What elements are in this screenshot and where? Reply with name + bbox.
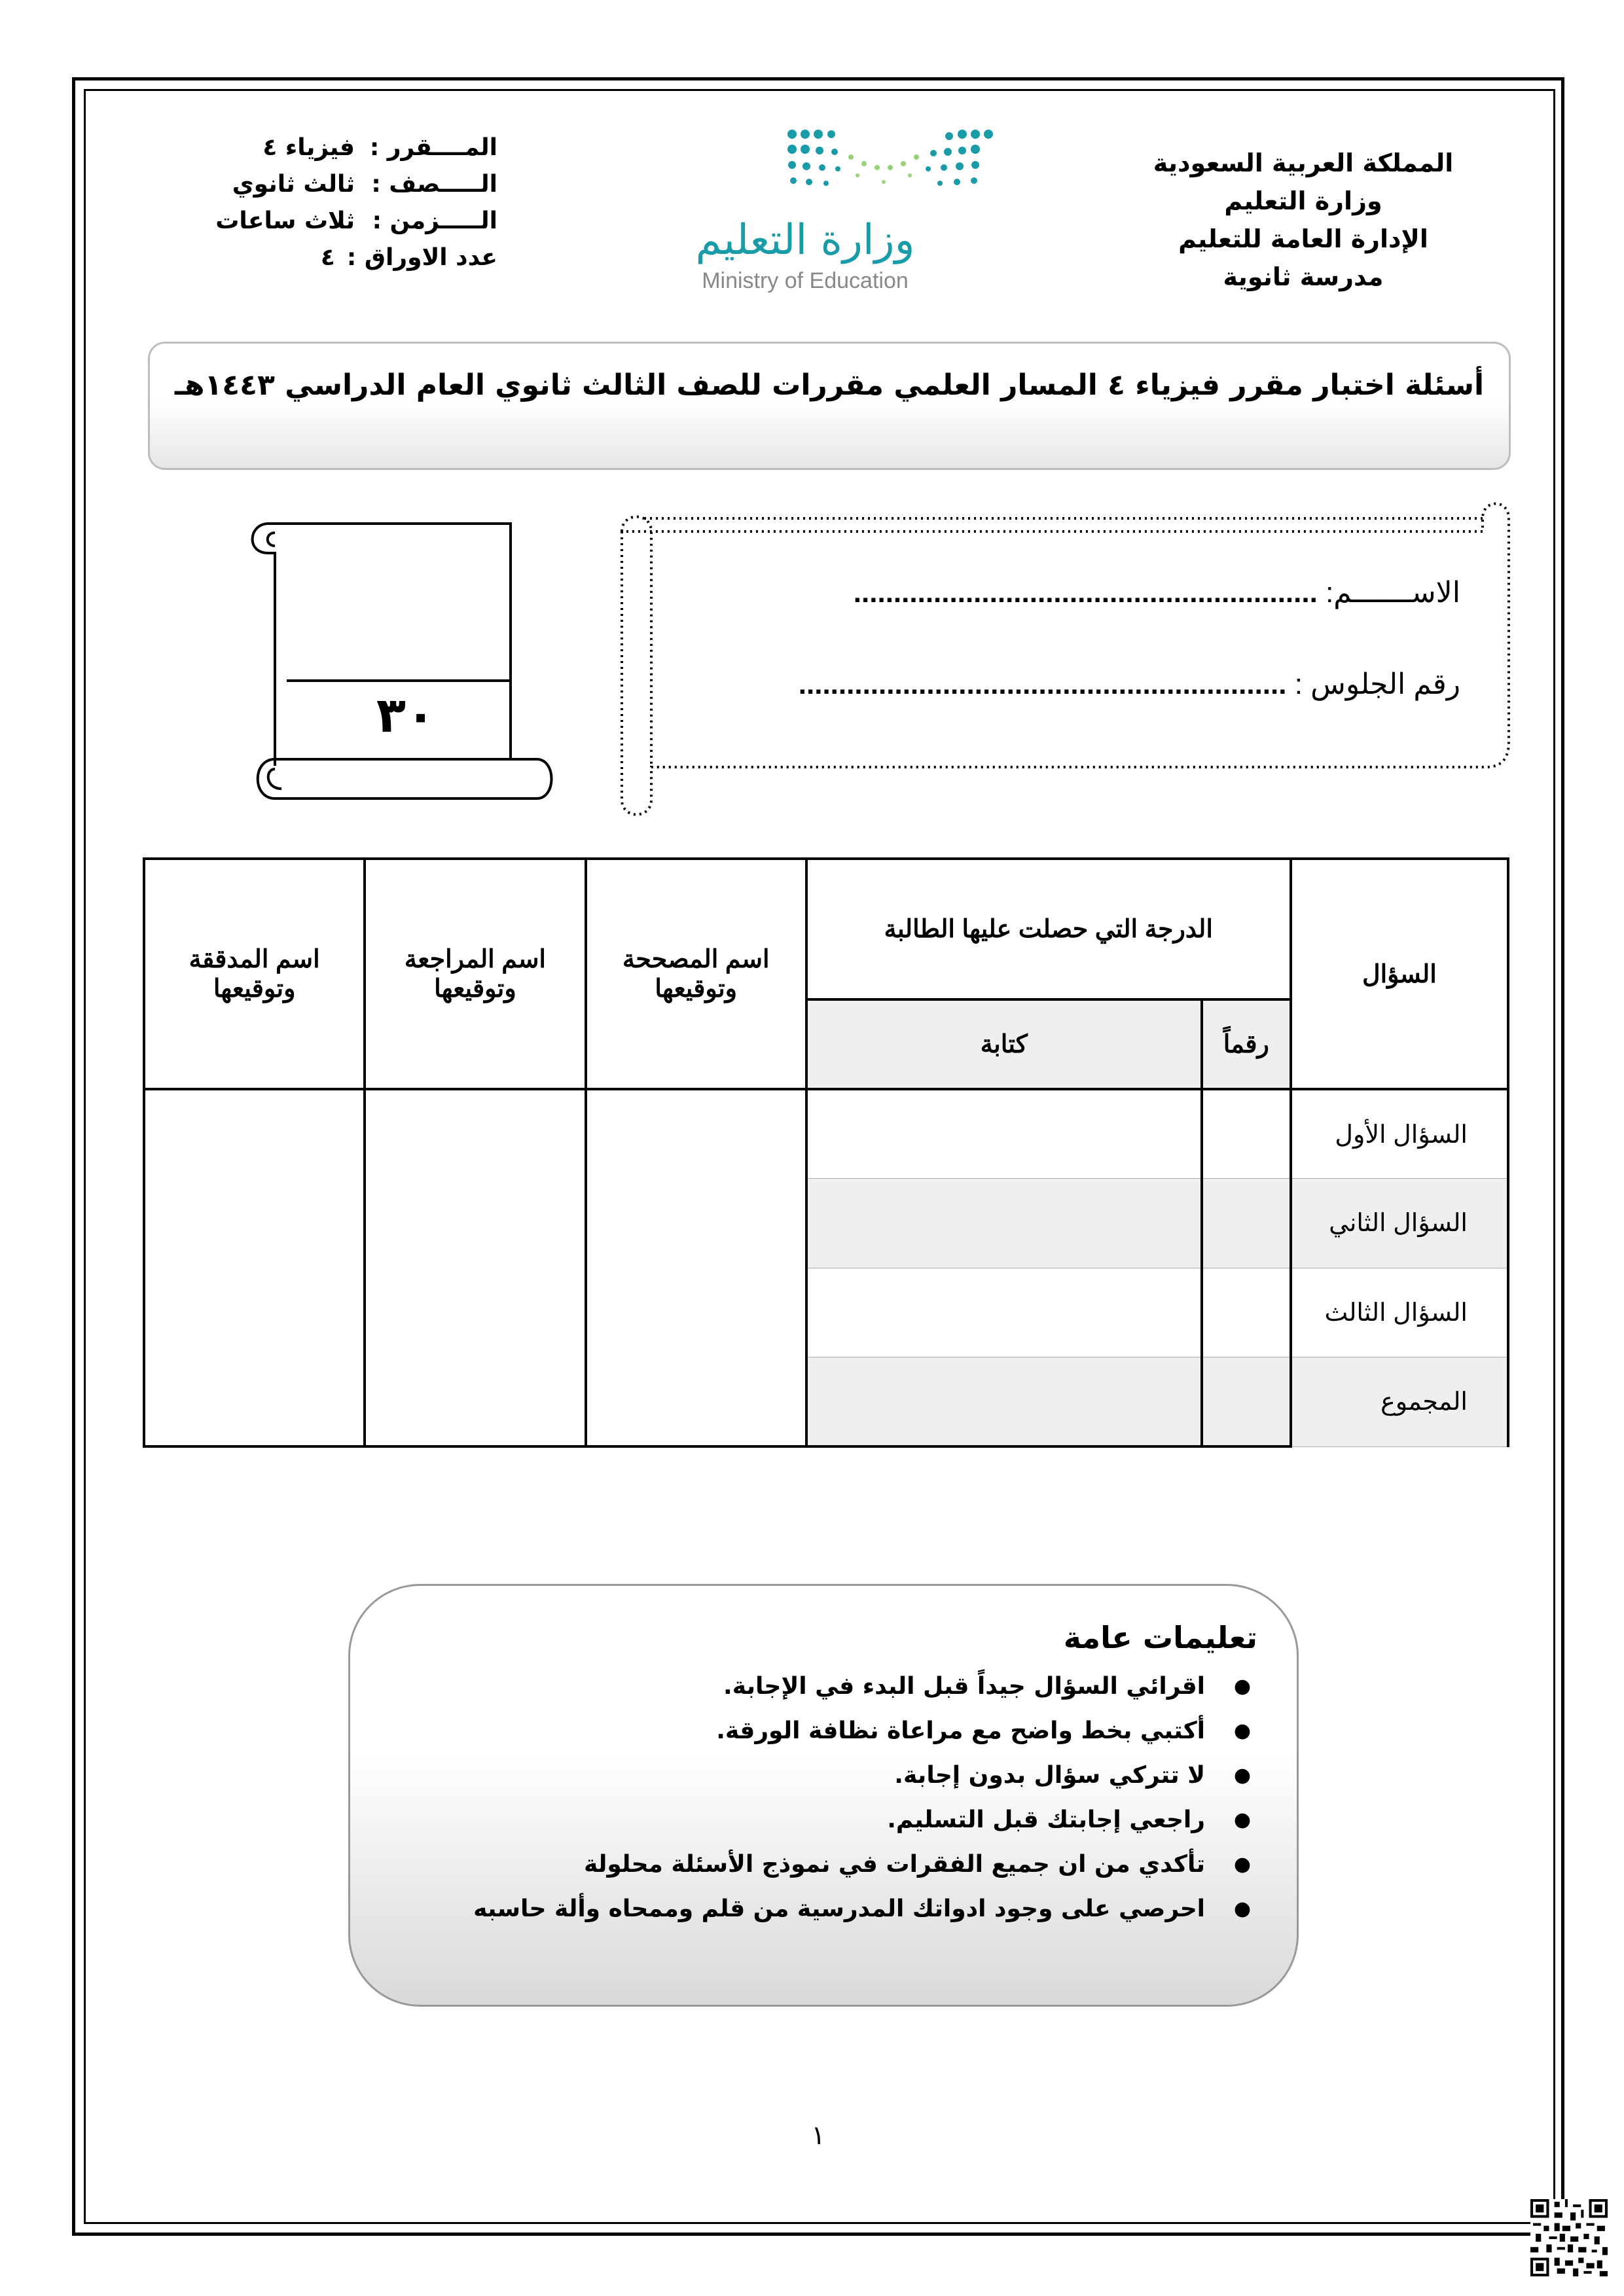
bullet-icon: ● <box>1233 1897 1251 1920</box>
numeric-grade-third[interactable] <box>1202 1268 1291 1357</box>
time-row <box>190 203 497 240</box>
header-right <box>1133 144 1473 296</box>
bullet-icon: ● <box>1233 1719 1251 1742</box>
bullet-icon: ● <box>1233 1808 1251 1831</box>
pages-value: ٤ <box>320 244 335 271</box>
qr-code-icon[interactable] <box>1530 2199 1608 2276</box>
grade-value: ثالث ثانوي <box>232 171 355 198</box>
reviewer-signature[interactable] <box>365 1089 585 1446</box>
numeric-grade-second[interactable] <box>1202 1179 1291 1268</box>
checker-header: اسم المدققة وتوقيعها <box>144 859 365 1089</box>
logo-arabic-text: وزارة التعليم <box>695 216 915 264</box>
school-text: مدرسة ثانوية <box>1223 262 1384 291</box>
question-header: السؤال <box>1291 859 1508 1089</box>
pages-row <box>190 240 497 276</box>
administration-text: الإدارة العامة للتعليم <box>1178 224 1428 253</box>
time-label: الـــــزمن : <box>372 207 497 234</box>
instructions-box <box>348 1584 1299 2007</box>
bullet-icon: ● <box>1233 1675 1251 1698</box>
written-grade-first[interactable] <box>806 1089 1202 1178</box>
seat-number-line[interactable] <box>799 668 1460 701</box>
seat-number-dots: ............................................................. <box>798 668 1287 700</box>
instructions-title: تعليمات عامة <box>1063 1620 1257 1655</box>
numeric-grade-first[interactable] <box>1202 1089 1291 1178</box>
written-grade-total[interactable] <box>806 1357 1202 1447</box>
exam-title: أسئلة اختبار مقرر فيزياء ٤ المسار العلمي مقررات للصف الثالث ثانوي العام الدراسي ١٤٤٣هـ <box>174 368 1485 402</box>
instruction-item: ● اقرائي السؤال جيداً قبل البدء في الإجابة. <box>473 1664 1205 1709</box>
page-number: ١ <box>811 2121 825 2151</box>
numeric-grade-total[interactable] <box>1202 1357 1291 1447</box>
instruction-item: ● تأكدي من ان جميع الفقرات في نموذج الأسئلة محلولة <box>473 1842 1205 1887</box>
checker-signature[interactable] <box>144 1089 365 1446</box>
student-name-label: الاســـــــم: <box>1326 577 1460 609</box>
row-label-total: المجموع <box>1291 1357 1508 1447</box>
exam-title-box <box>148 342 1511 470</box>
grade-row <box>190 166 497 203</box>
pages-label: عدد الاوراق : <box>346 244 497 271</box>
score-total: ٣٠ <box>376 687 436 744</box>
instructions-list <box>473 1664 1251 1931</box>
kingdom-text: المملكة العربية السعودية <box>1153 149 1454 177</box>
bullet-icon: ● <box>1233 1764 1251 1787</box>
header-left <box>190 130 497 276</box>
corrector-header: اسم المصححة وتوقيعها <box>586 859 806 1089</box>
grade-label: الـــــصف : <box>371 171 497 198</box>
reviewer-header: اسم المراجعة وتوقيعها <box>365 859 585 1089</box>
seat-number-label: رقم الجلوس : <box>1294 668 1460 700</box>
logo-english-text: Ministry of Education <box>702 268 909 293</box>
numeric-header: رقماً <box>1202 999 1291 1090</box>
instruction-item: ● راجعي إجابتك قبل التسليم. <box>473 1798 1205 1842</box>
row-label-third: السؤال الثالث <box>1291 1268 1508 1357</box>
row-label-first: السؤال الأول <box>1291 1089 1508 1178</box>
course-label: المــــقرر : <box>369 134 497 161</box>
ministry-text: وزارة التعليم <box>1224 187 1382 215</box>
written-grade-third[interactable] <box>806 1268 1202 1357</box>
student-name-line[interactable] <box>854 576 1460 609</box>
course-value: فيزياء ٤ <box>262 134 355 161</box>
written-header: كتابة <box>806 999 1202 1090</box>
corrector-signature[interactable] <box>586 1089 806 1446</box>
instruction-item: ● أكتبي بخط واضح مع مراعاة نظافة الورقة. <box>473 1709 1205 1753</box>
grade-header: الدرجة التي حصلت عليها الطالبة <box>806 859 1291 999</box>
student-name-dots: .......................................................... <box>853 577 1318 609</box>
row-label-second: السؤال الثاني <box>1291 1179 1508 1268</box>
instruction-item: ● احرصي على وجود ادواتك المدرسية من قلم وممحاه وألة حاسبه <box>473 1887 1205 1931</box>
course-row <box>190 130 497 166</box>
time-value: ثلاث ساعات <box>215 207 355 234</box>
instruction-item: ● لا تتركي سؤال بدون إجابة. <box>473 1753 1205 1798</box>
score-scroll-icon <box>236 517 563 805</box>
bullet-icon: ● <box>1233 1853 1251 1876</box>
written-grade-second[interactable] <box>806 1179 1202 1268</box>
grade-table <box>143 857 1509 1448</box>
name-scroll-icon <box>602 492 1512 819</box>
